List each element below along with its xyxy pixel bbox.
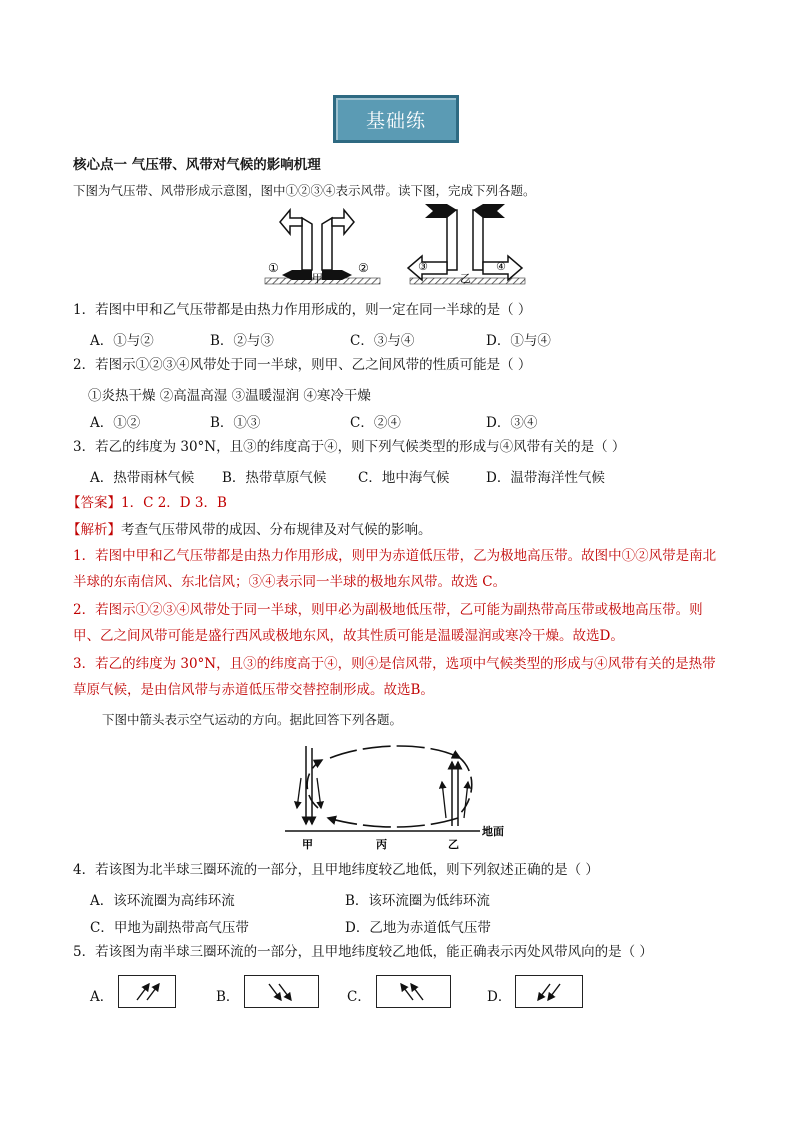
question-3-option-a[interactable]: A．热带雨林气候: [90, 470, 195, 486]
question-4-option-c[interactable]: C．甲地为副热带高气压带: [90, 920, 249, 936]
intro-2: 下图中箭头表示空气运动的方向。据此回答下列各题。: [102, 712, 403, 727]
answer-label: 【答案】: [67, 495, 121, 511]
arrows-down-left-icon: [516, 976, 582, 1006]
figure1-ground-jia: 甲: [312, 272, 323, 285]
analysis-item-2: 2．若图示①②③④风带处于同一半球，则甲必为副极地低压带，乙可能为副热带高压带或极地高压带。则甲、乙之间风带可能是盛行西风或极地东风，故其性质可能是温暖湿润或寒冷干燥。故选D。: [73, 602, 703, 644]
analysis-line: [67, 521, 432, 539]
figure2-ground-label: 地面: [482, 825, 504, 838]
figure2-label-jia: 甲: [302, 838, 313, 850]
figure1-label-2: ②: [358, 261, 369, 275]
section-heading: 核心点一 气压带、风带对气候的影响机理: [73, 157, 321, 173]
figure1-label-4: ④: [496, 260, 506, 273]
answer-text: 1．C 2．D 3．B: [121, 495, 227, 511]
question-5-option-a-box[interactable]: [118, 975, 176, 1008]
question-2-option-b[interactable]: B．①③: [210, 415, 261, 431]
question-5-option-b-box[interactable]: [244, 975, 319, 1008]
arrows-up-left-icon: [377, 976, 449, 1006]
question-3-stem: 3．若乙的纬度为 30°N，且③的纬度高于④，则下列气候类型的形成与④风带有关的是（ ）: [73, 439, 626, 455]
answer-line: [67, 494, 227, 512]
page-title: 基础练: [333, 95, 459, 143]
question-5-option-a-label[interactable]: A．: [90, 989, 114, 1005]
circulation-diagram: [280, 738, 520, 850]
question-1-option-b[interactable]: B．②与③: [210, 333, 274, 349]
question-4-option-b[interactable]: B．该环流圈为低纬环流: [345, 893, 490, 909]
figure2-label-yi: 乙: [448, 838, 459, 850]
section-intro: 下图为气压带、风带形成示意图，图中①②③④表示风带。读下图，完成下列各题。: [73, 183, 536, 198]
question-2-stem: 2．若图示①②③④风带处于同一半球，则甲、乙之间风带的性质可能是（ ）: [73, 357, 532, 373]
analysis-item-1: 1．若图中甲和乙气压带都是由热力作用形成，则甲为赤道低压带，乙为极地高压带。故图中①②风带是南北半球的东南信风、东北信风；③④表示同一半球的极地东风带。故选 C。: [73, 548, 717, 590]
question-3-option-b[interactable]: B．热带草原气候: [222, 470, 327, 486]
figure1-label-3: ③: [418, 260, 428, 273]
question-1-stem: 1．若图中甲和乙气压带都是由热力作用形成的，则一定在同一半球的是（ ）: [73, 302, 532, 318]
analysis-label: 【解析】: [67, 522, 121, 538]
question-5-option-d-box[interactable]: [515, 975, 583, 1008]
figure1-ground-yi: 乙: [460, 272, 471, 285]
question-3-option-c[interactable]: C．地中海气候: [358, 470, 450, 486]
question-3-option-d[interactable]: D．温带海洋性气候: [486, 470, 605, 486]
question-2-option-c[interactable]: C．②④: [350, 415, 401, 431]
question-2-sub: ①炎热干燥 ②高温高湿 ③温暖湿润 ④寒冷干燥: [88, 388, 371, 404]
arrows-up-right-icon: [119, 976, 175, 1006]
question-1-option-d[interactable]: D．①与④: [486, 333, 551, 349]
question-4-stem: 4．若该图为北半球三圈环流的一部分，且甲地纬度较乙地低，则下列叙述正确的是（ ）: [73, 862, 599, 878]
figure2-label-bing: 丙: [376, 838, 387, 850]
question-5-stem: 5．若该图为南半球三圈环流的一部分，且甲地纬度较乙地低，能正确表示丙处风带风向的是（ ）: [73, 944, 653, 960]
question-2-option-a[interactable]: A．①②: [90, 415, 141, 431]
analysis-text: 考查气压带风带的成因、分布规律及对气候的影响。: [121, 522, 432, 538]
question-5-option-b-label[interactable]: B．: [216, 989, 240, 1005]
analysis-item-3: 3．若乙的纬度为 30°N，且③的纬度高于④，则④是信风带，选项中气候类型的形成与④风带有关的是热带草原气候，是由信风带与赤道低压带交替控制形成。故选B。: [73, 656, 716, 698]
pressure-belt-diagram: [250, 200, 550, 295]
question-4-option-a[interactable]: A．该环流圈为高纬环流: [90, 893, 235, 909]
figure1-label-1: ①: [268, 261, 279, 275]
question-1-option-c[interactable]: C．③与④: [350, 333, 415, 349]
question-2-option-d[interactable]: D．③④: [486, 415, 538, 431]
question-5-option-c-label[interactable]: C．: [347, 989, 371, 1005]
question-5-option-d-label[interactable]: D．: [487, 989, 512, 1005]
question-5-option-c-box[interactable]: [376, 975, 451, 1008]
arrows-down-right-icon: [245, 976, 317, 1006]
question-4-option-d[interactable]: D．乙地为赤道低气压带: [345, 920, 491, 936]
question-1-option-a[interactable]: A．①与②: [90, 333, 154, 349]
